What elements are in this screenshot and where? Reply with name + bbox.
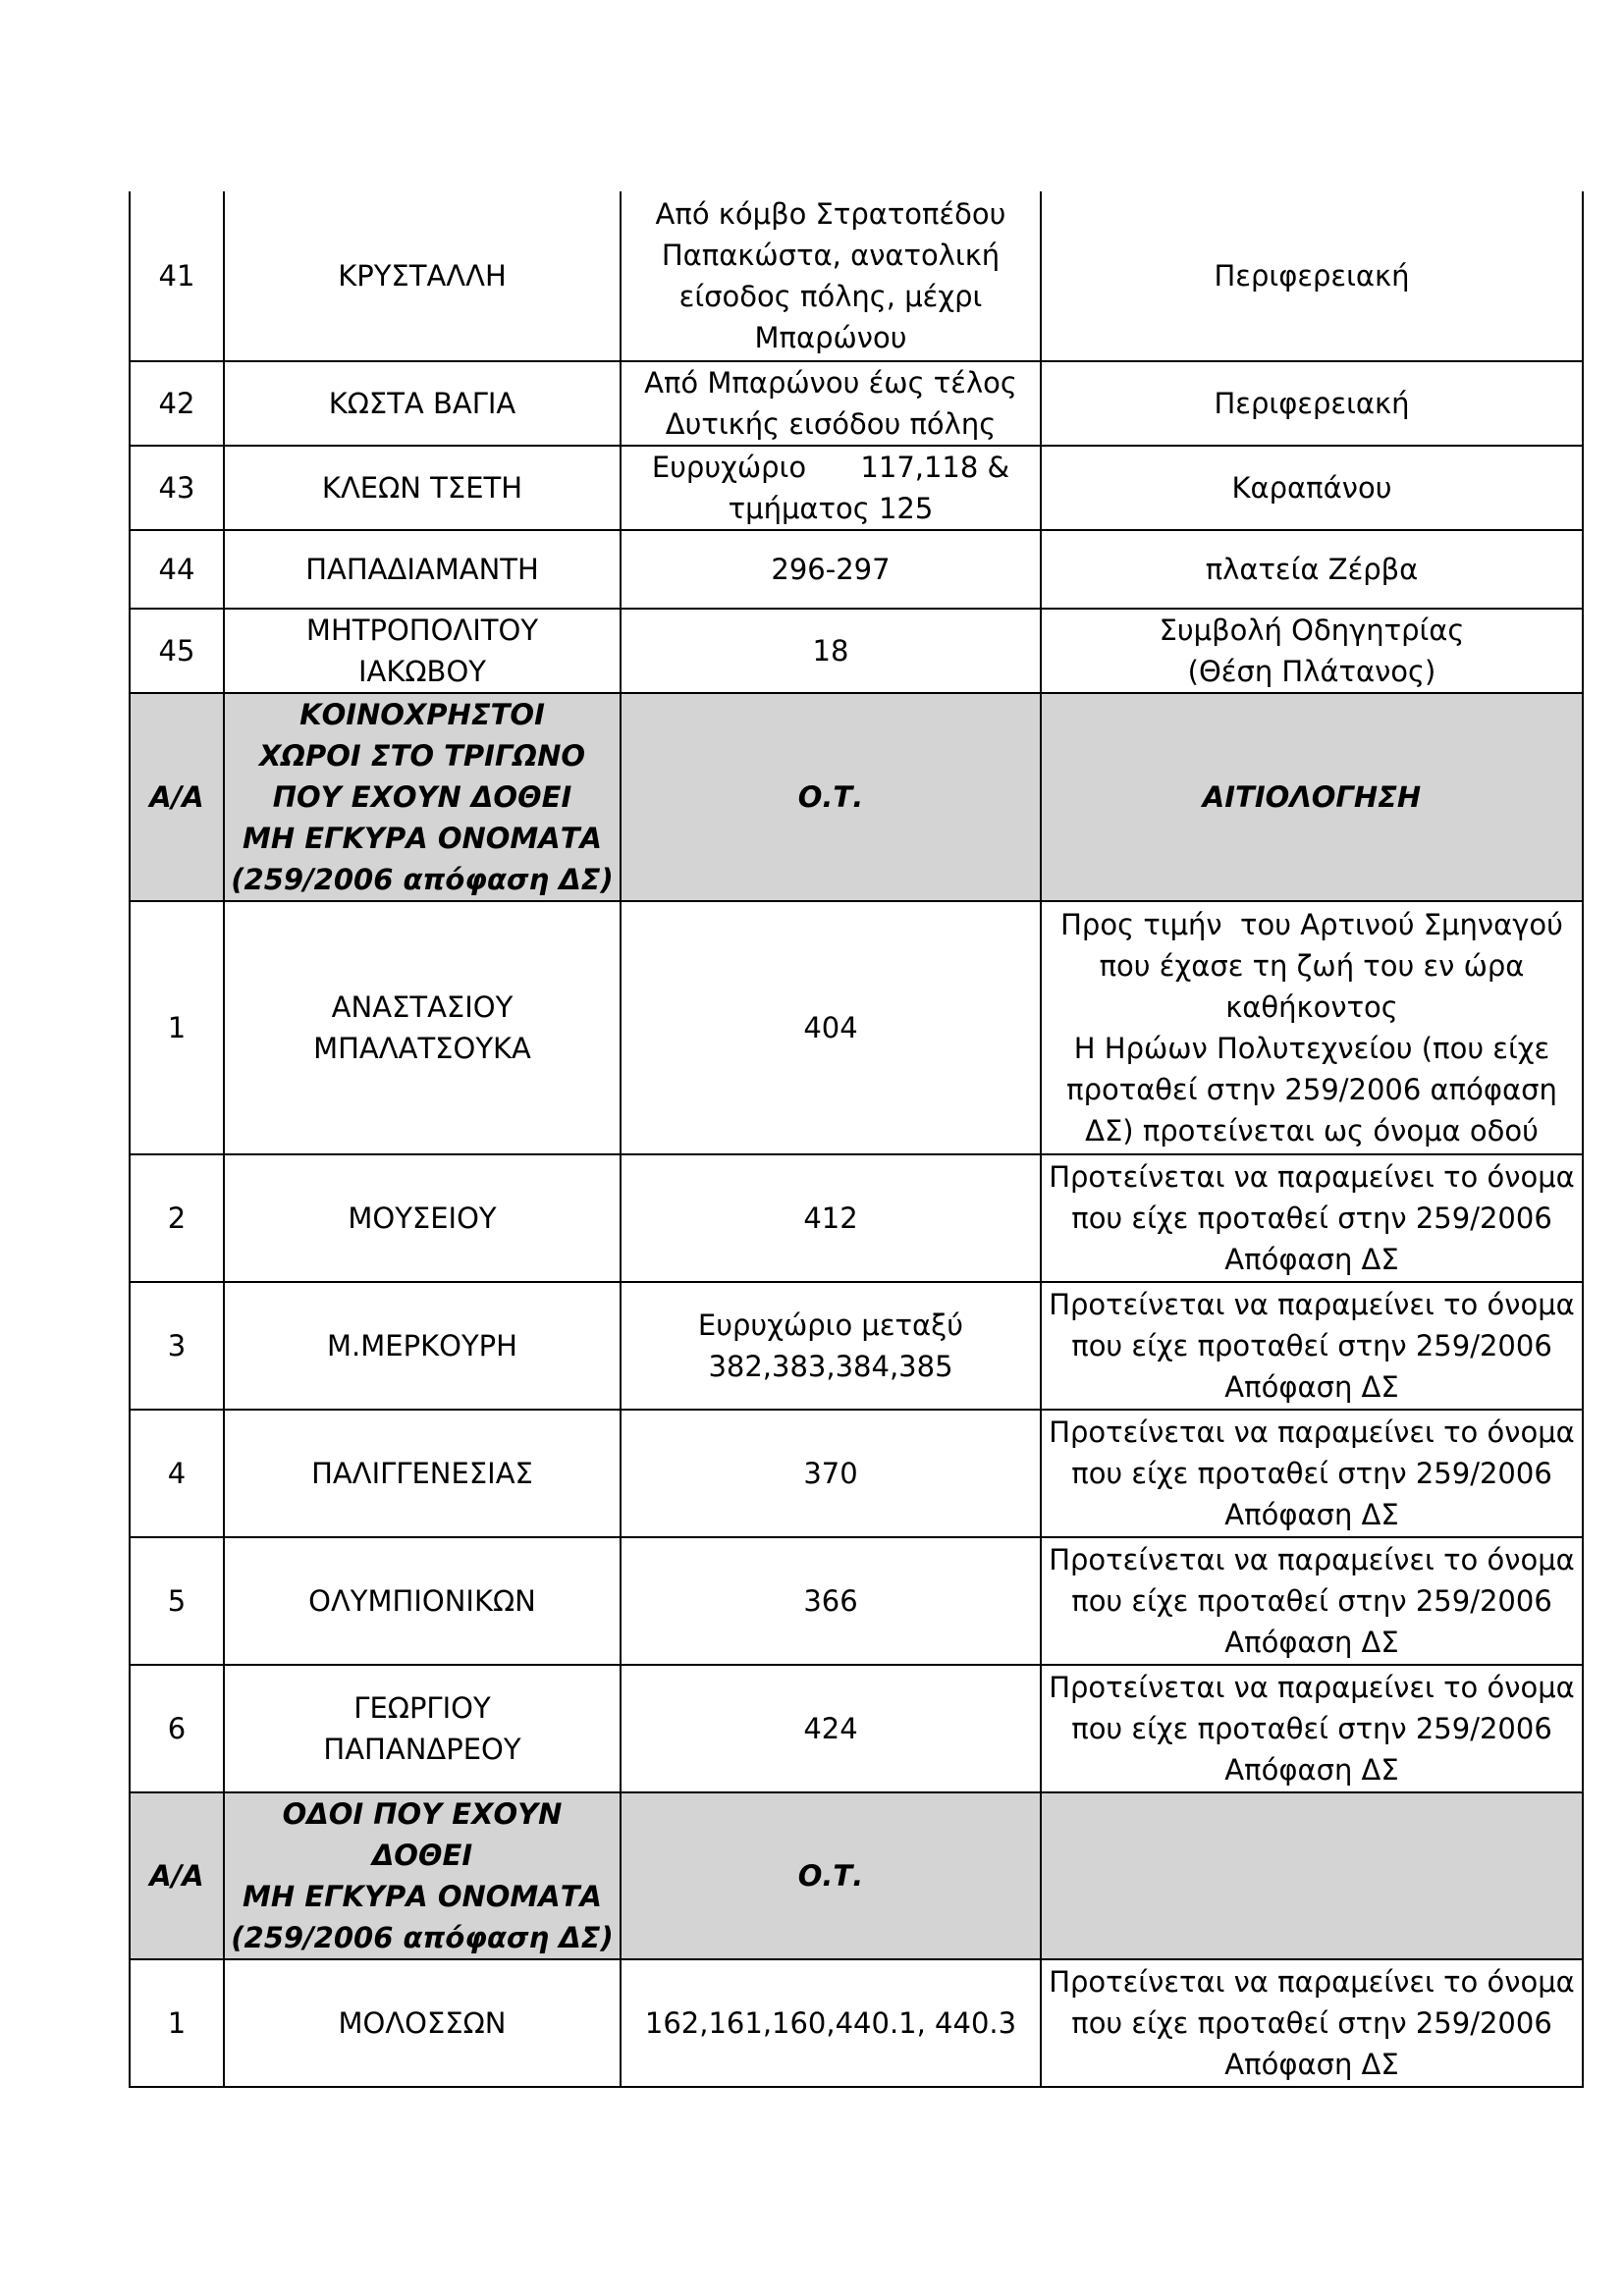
- table-body: [130, 191, 1583, 2087]
- cell-line: Προτείνεται να παραμείνει το όνομα: [1049, 1543, 1575, 1576]
- cell-line: ΟΛΥΜΠΙΟΝΙΚΩΝ: [308, 1584, 536, 1618]
- cell-line: ΠΑΛΙΓΓΕΝΕΣΙΑΣ: [311, 1457, 533, 1490]
- street-name-cell: [224, 1665, 621, 1792]
- cell-line: 366: [803, 1584, 858, 1618]
- cell-line: 296-297: [771, 553, 891, 586]
- justification-cell: [1041, 693, 1583, 901]
- cell-line: Μ.ΜΕΡΚΟΥΡΗ: [327, 1329, 517, 1362]
- cell-line: Από Μπαρώνου έως τέλος: [644, 366, 1017, 400]
- cell-line: Προτείνεται να παραμείνει το όνομα: [1049, 1671, 1575, 1704]
- cell-line: ΜΠΑΛΑΤΣΟΥΚΑ: [313, 1032, 531, 1065]
- street-name-cell: [224, 446, 621, 530]
- cell-line: (Θέση Πλάτανος): [1187, 655, 1436, 688]
- cell-line: τμήματος 125: [728, 492, 934, 525]
- block-cell: [621, 191, 1041, 361]
- block-cell: [621, 693, 1041, 901]
- row-number-cell: 42: [130, 361, 224, 446]
- block-cell: [621, 1154, 1041, 1282]
- cell-line: Ευρυχώριο 117,118 &: [651, 451, 1010, 484]
- cell-line: που είχε προταθεί στην 259/2006: [1071, 1329, 1552, 1362]
- cell-line: Περιφερειακή: [1214, 259, 1410, 293]
- street-name-cell: [224, 1154, 621, 1282]
- cell-line: ΜΟΛΟΣΣΩΝ: [338, 2006, 507, 2040]
- row-number-cell: 2: [130, 1154, 224, 1282]
- cell-line: ΔΣ) προτείνεται ως όνομα οδού: [1085, 1114, 1539, 1148]
- cell-line: Απόφαση ΔΣ: [1224, 1498, 1399, 1531]
- cell-line: Ευρυχώριο μεταξύ: [697, 1308, 964, 1342]
- row-number-cell: 44: [130, 530, 224, 609]
- cell-line: που είχε προταθεί στην 259/2006: [1071, 1457, 1552, 1490]
- cell-line: ΜΟΥΣΕΙΟΥ: [348, 1201, 497, 1235]
- cell-line: 382,383,384,385: [708, 1350, 953, 1383]
- cell-line: 424: [803, 1712, 858, 1745]
- cell-line: Προς τιμήν του Αρτινού Σμηναγού: [1060, 908, 1563, 941]
- cell-line: (259/2006 απόφαση ΔΣ): [231, 1921, 614, 1954]
- block-cell: [621, 530, 1041, 609]
- cell-line: είσοδος πόλης, μέχρι: [678, 280, 983, 313]
- cell-line: ΚΟΙΝΟΧΡΗΣΤΟΙ: [299, 698, 545, 731]
- cell-line: ΜΗ ΕΓΚΥΡΑ ΟΝΟΜΑΤΑ: [243, 1880, 602, 1913]
- table-row: [130, 609, 1583, 693]
- table-row: [130, 1665, 1583, 1792]
- cell-line: ΓΕΩΡΓΙΟΥ: [353, 1691, 491, 1725]
- street-name-cell: [224, 693, 621, 901]
- cell-line: ΙΑΚΩΒΟΥ: [357, 655, 486, 688]
- justification-cell: [1041, 1154, 1583, 1282]
- street-name-cell: [224, 1282, 621, 1410]
- justification-cell: [1041, 1959, 1583, 2087]
- section-header-row: [130, 1792, 1583, 1959]
- street-name-cell: [224, 1410, 621, 1537]
- table-row: [130, 530, 1583, 609]
- justification-cell: [1041, 1282, 1583, 1410]
- cell-line: προταθεί στην 259/2006 απόφαση: [1066, 1073, 1557, 1106]
- cell-line: Προτείνεται να παραμείνει το όνομα: [1049, 1965, 1575, 1999]
- row-number-cell: 1: [130, 1959, 224, 2087]
- block-cell: [621, 1665, 1041, 1792]
- cell-line: Καραπάνου: [1231, 471, 1392, 505]
- justification-cell: [1041, 609, 1583, 693]
- block-cell: [621, 609, 1041, 693]
- row-number-cell: 41: [130, 191, 224, 361]
- cell-line: ΠΟΥ ΕΧΟΥΝ ΔΟΘΕΙ: [272, 780, 572, 814]
- cell-line: Συμβολή Οδηγητρίας: [1159, 614, 1465, 647]
- table-row: [130, 1959, 1583, 2087]
- street-name-cell: [224, 901, 621, 1154]
- row-number-cell: 4: [130, 1410, 224, 1537]
- cell-line: που είχε προταθεί στην 259/2006: [1071, 2006, 1552, 2040]
- block-cell: [621, 446, 1041, 530]
- cell-line: ΔΟΘΕΙ: [371, 1839, 473, 1872]
- justification-cell: [1041, 1410, 1583, 1537]
- cell-line: 18: [812, 634, 849, 667]
- block-cell: [621, 361, 1041, 446]
- row-number-cell: Α/Α: [130, 1792, 224, 1959]
- table-row: [130, 1154, 1583, 1282]
- table-row: [130, 1537, 1583, 1665]
- street-name-cell: [224, 191, 621, 361]
- row-number-cell: 1: [130, 901, 224, 1154]
- cell-line: ΜΗΤΡΟΠΟΛΙΤΟΥ: [305, 614, 539, 647]
- cell-line: που είχε προταθεί στην 259/2006: [1071, 1201, 1552, 1235]
- cell-line: ΚΡΥΣΤΑΛΛΗ: [338, 259, 507, 293]
- block-cell: [621, 1959, 1041, 2087]
- table-row: [130, 901, 1583, 1154]
- cell-line: Η Ηρώων Πολυτεχνείου (που είχε: [1073, 1032, 1550, 1065]
- cell-line: 412: [803, 1201, 858, 1235]
- justification-cell: [1041, 1537, 1583, 1665]
- cell-line: Προτείνεται να παραμείνει το όνομα: [1049, 1288, 1575, 1321]
- cell-line: Περιφερειακή: [1214, 387, 1410, 420]
- table-row: [130, 446, 1583, 530]
- cell-line: Προτείνεται να παραμείνει το όνομα: [1049, 1160, 1575, 1194]
- table-row: [130, 361, 1583, 446]
- street-name-cell: [224, 1537, 621, 1665]
- block-cell: [621, 901, 1041, 1154]
- cell-line: Μπαρώνου: [754, 321, 907, 354]
- street-name-cell: [224, 361, 621, 446]
- cell-line: που έχασε τη ζωή του εν ώρα: [1099, 949, 1525, 983]
- justification-cell: [1041, 1665, 1583, 1792]
- section-header-row: [130, 693, 1583, 901]
- cell-line: ΟΔΟΙ ΠΟΥ ΕΧΟΥΝ: [282, 1797, 563, 1831]
- cell-line: καθήκοντος: [1225, 990, 1398, 1024]
- row-number-cell: 6: [130, 1665, 224, 1792]
- cell-line: Προτείνεται να παραμείνει το όνομα: [1049, 1415, 1575, 1449]
- cell-line: Ο.Τ.: [797, 1859, 864, 1893]
- cell-line: Απόφαση ΔΣ: [1224, 1370, 1399, 1404]
- table-row: [130, 191, 1583, 361]
- justification-cell: [1041, 1792, 1583, 1959]
- table-row: [130, 1282, 1583, 1410]
- cell-line: Απόφαση ΔΣ: [1224, 2048, 1399, 2081]
- street-names-table: [129, 191, 1584, 2088]
- cell-line: 370: [803, 1457, 858, 1490]
- block-cell: [621, 1410, 1041, 1537]
- cell-line: 162,161,160,440.1, 440.3: [644, 2006, 1017, 2040]
- justification-cell: [1041, 361, 1583, 446]
- row-number-cell: 5: [130, 1537, 224, 1665]
- cell-line: ΑΙΤΙΟΛΟΓΗΣΗ: [1202, 780, 1422, 814]
- cell-line: ΑΝΑΣΤΑΣΙΟΥ: [331, 990, 514, 1024]
- cell-line: Παπακώστα, ανατολική: [661, 239, 1001, 272]
- street-name-cell: [224, 1792, 621, 1959]
- cell-line: Απόφαση ΔΣ: [1224, 1753, 1399, 1787]
- cell-line: πλατεία Ζέρβα: [1205, 553, 1419, 586]
- cell-line: ΠΑΠΑΔΙΑΜΑΝΤΗ: [305, 553, 539, 586]
- cell-line: ΧΩΡΟΙ ΣΤΟ ΤΡΙΓΩΝΟ: [258, 739, 586, 773]
- street-name-cell: [224, 530, 621, 609]
- cell-line: Από κόμβο Στρατοπέδου: [655, 197, 1006, 231]
- cell-line: ΚΩΣΤΑ ΒΑΓΙΑ: [328, 387, 516, 420]
- justification-cell: [1041, 530, 1583, 609]
- cell-line: ΚΛΕΩΝ ΤΣΕΤΗ: [321, 471, 523, 505]
- block-cell: [621, 1282, 1041, 1410]
- block-cell: [621, 1792, 1041, 1959]
- cell-line: Απόφαση ΔΣ: [1224, 1626, 1399, 1659]
- justification-cell: [1041, 446, 1583, 530]
- cell-line: (259/2006 απόφαση ΔΣ): [231, 863, 614, 896]
- row-number-cell: 43: [130, 446, 224, 530]
- cell-line: που είχε προταθεί στην 259/2006: [1071, 1712, 1552, 1745]
- justification-cell: [1041, 191, 1583, 361]
- cell-line: ΠΑΠΑΝΔΡΕΟΥ: [323, 1733, 521, 1766]
- table-row: [130, 1410, 1583, 1537]
- street-name-cell: [224, 1959, 621, 2087]
- cell-line: που είχε προταθεί στην 259/2006: [1071, 1584, 1552, 1618]
- cell-line: Δυτικής εισόδου πόλης: [665, 407, 997, 441]
- cell-line: ΜΗ ΕΓΚΥΡΑ ΟΝΟΜΑΤΑ: [243, 822, 602, 855]
- cell-line: 404: [803, 1011, 858, 1044]
- row-number-cell: 3: [130, 1282, 224, 1410]
- block-cell: [621, 1537, 1041, 1665]
- row-number-cell: 45: [130, 609, 224, 693]
- cell-line: Απόφαση ΔΣ: [1224, 1243, 1399, 1276]
- street-name-cell: [224, 609, 621, 693]
- justification-cell: [1041, 901, 1583, 1154]
- cell-line: Ο.Τ.: [797, 780, 864, 814]
- row-number-cell: Α/Α: [130, 693, 224, 901]
